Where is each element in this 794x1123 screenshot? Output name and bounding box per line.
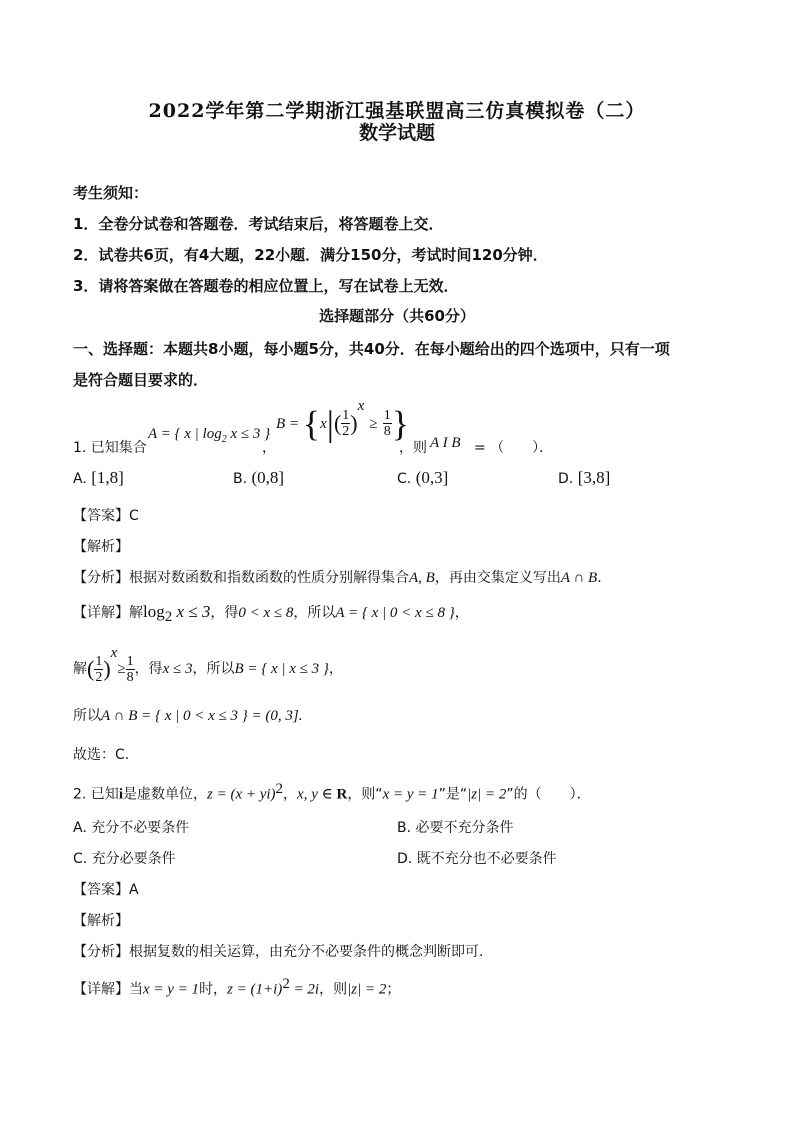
q1-set-a: A = { x | $\log_2 x \le 3$ } [148, 426, 271, 445]
notice-heading: 考生须知： [73, 184, 149, 202]
q1-detail-2: 解( $\frac{1}{2}$ )$^x$≥ $\frac{1}{8}$ ，得x ≤ 3，所以B = { x | x ≤ 3 }， [73, 645, 343, 685]
q1-option-b: B. (0,8] [233, 468, 285, 487]
q2-detail: 【详解】当x = y = 1时，$z = (1+i)^2 = 2i$，则|z| = 2； [73, 976, 401, 998]
page-subtitle: 数学试题 [358, 122, 435, 144]
q1-intersection: A I B [430, 435, 461, 451]
notice-item-1: 1．全卷分试卷和答题卷．考试结束后，将答题卷上交． [73, 215, 444, 233]
q2-answer: 【答案】A [73, 882, 139, 898]
q1-paren: = （ ）． [474, 440, 554, 456]
q1-analysis-label: 【解析】 [73, 539, 129, 555]
q1-comma: ， [262, 440, 276, 456]
q1-detail-3: 所以A ∩ B = { x | 0 < x ≤ 3 } = (0, 3]. [73, 708, 303, 724]
q2-stem: 2. 已知i是虚数单位，z = (x + yi)$^2$，x, y ∈ R，则“x = y = 1”是“|z| = 2”的（ ）． [73, 781, 591, 803]
q1-fenxi: 【分析】根据对数函数和指数函数的性质分别解得集合A, B，再由交集定义写出A ∩ B. [73, 570, 602, 586]
q2-option-d: D. 既不充分也不必要条件 [397, 851, 557, 867]
q2-option-c: C. 充分必要条件 [73, 851, 176, 867]
section-intro-line1: 一、选择题：本题共8小题，每小题5分，共40分．在每小题给出的四个选项中，只有一项 [73, 340, 670, 358]
q1-option-d: D. [3,8] [558, 468, 611, 487]
q1-set-b: B = {x|( $\frac{1}{2}$ )$^x$ ≥ $\frac{1}{8}$ } [276, 398, 409, 444]
page-title: 2022学年第二学期浙江强基联盟高三仿真模拟卷（二） [148, 100, 646, 122]
q1-option-a: A. [1,8] [73, 468, 124, 487]
q1-prefix: 1. 已知集合 [73, 440, 147, 456]
q1-option-c: C. (0,3] [397, 468, 449, 487]
q1-answer: 【答案】C [73, 508, 139, 524]
q2-option-b: B. 必要不充分条件 [397, 820, 514, 836]
notice-item-3: 3．请将答案做在答题卷的相应位置上，写在试卷上无效． [73, 277, 459, 295]
q2-fenxi: 【分析】根据复数的相关运算，由充分不必要条件的概念判断即可. [73, 944, 484, 960]
section-intro-line2: 是符合题目要求的． [73, 371, 209, 389]
section-title: 选择题部分（共60分） [319, 307, 475, 325]
q1-suffix: ，则 [399, 440, 427, 456]
q2-analysis-label: 【解析】 [73, 913, 129, 929]
notice-item-2: 2．试卷共6页，有4大题，22小题．满分150分，考试时间120分钟． [73, 246, 548, 264]
q2-option-a: A. 充分不必要条件 [73, 820, 190, 836]
q1-conclusion: 故选：C. [73, 747, 130, 763]
q1-detail-1: 【详解】解$\log_2 x \le 3$，得0 < x ≤ 8，所以A = { x | 0 < x ≤ 8 }， [73, 602, 469, 625]
